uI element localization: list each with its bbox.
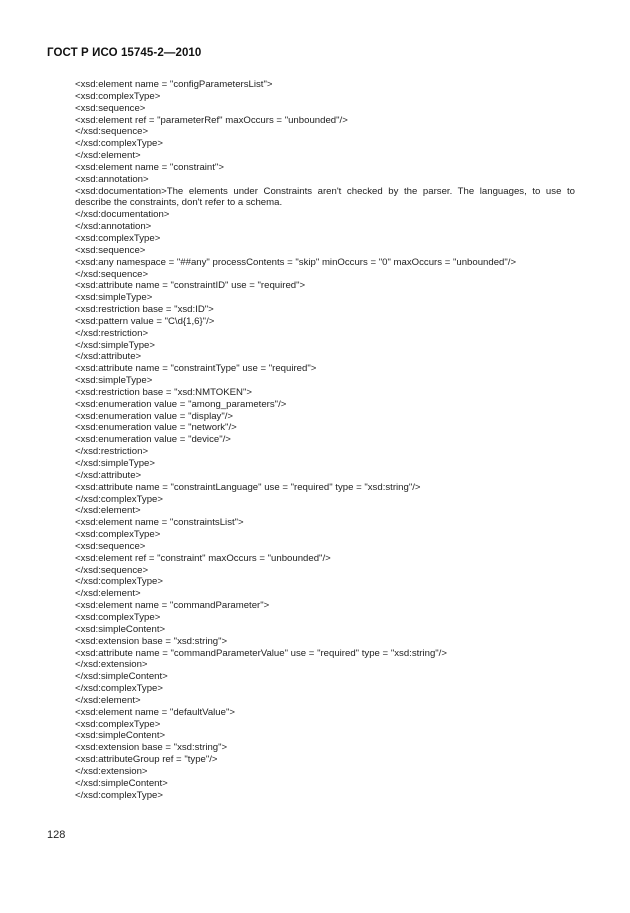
- code-line: <xsd:any namespace = "##any" processContents = "skip" minOccurs = "0" maxOccurs = "unbounded"/>: [75, 256, 517, 268]
- code-line: <xsd:attribute name = "constraintLanguage" use = "required" type = "xsd:string"/>: [75, 481, 421, 493]
- code-line: <xsd:extension base = "xsd:string">: [75, 635, 228, 647]
- code-line: <xsd:attribute name = "commandParameterValue" use = "required" type = "xsd:string"/>: [75, 647, 447, 659]
- code-line: </xsd:sequence>: [75, 126, 149, 138]
- code-line: </xsd:documentation>: [75, 209, 170, 221]
- code-line: <xsd:sequence>: [75, 102, 146, 114]
- code-line: </xsd:sequence>: [75, 268, 149, 280]
- code-line: </xsd:simpleContent>: [75, 777, 168, 789]
- code-line: </xsd:restriction>: [75, 446, 149, 458]
- page-header-title: ГОСТ Р ИСО 15745-2—2010: [47, 47, 202, 59]
- page-number: 128: [47, 829, 66, 841]
- code-line: <xsd:simpleType>: [75, 375, 153, 387]
- code-line: </xsd:complexType>: [75, 576, 163, 588]
- code-line: <xsd:annotation>: [75, 173, 149, 185]
- code-line: <xsd:element name = "defaultValue">: [75, 706, 235, 718]
- code-line: <xsd:enumeration value = "device"/>: [75, 434, 231, 446]
- code-line: <xsd:enumeration value = "network"/>: [75, 422, 237, 434]
- code-line: <xsd:complexType>: [75, 529, 161, 541]
- code-line: <xsd:element name = "configParametersList">: [75, 79, 273, 90]
- code-line: <xsd:attribute name = "constraintID" use = "required">: [75, 280, 306, 292]
- code-line: </xsd:attribute>: [75, 351, 142, 363]
- code-line: </xsd:simpleType>: [75, 339, 155, 351]
- code-line: <xsd:simpleContent>: [75, 623, 166, 635]
- code-line: </xsd:extension>: [75, 659, 148, 671]
- code-line: <xsd:element ref = "constraint" maxOccurs = "unbounded"/>: [75, 552, 331, 564]
- code-line: <xsd:restriction base = "xsd:NMTOKEN">: [75, 386, 252, 398]
- xsd-code-listing: [75, 79, 575, 801]
- code-line: <xsd:element name = "commandParameter">: [75, 600, 270, 612]
- code-line: </xsd:sequence>: [75, 564, 149, 576]
- code-line: <xsd:restriction base = "xsd:ID">: [75, 304, 214, 316]
- code-line: </xsd:simpleContent>: [75, 671, 168, 683]
- code-line: <xsd:complexType>: [75, 718, 161, 730]
- code-line: </xsd:element>: [75, 505, 141, 517]
- code-line: <xsd:simpleType>: [75, 292, 153, 304]
- code-line: </xsd:simpleType>: [75, 458, 155, 469]
- code-line: </xsd:restriction>: [75, 327, 149, 339]
- code-line: </xsd:annotation>: [75, 221, 152, 233]
- code-line: </xsd:element>: [75, 694, 141, 706]
- code-line: </xsd:attribute>: [75, 469, 142, 481]
- code-line: <xsd:complexType>: [75, 232, 161, 244]
- code-line: </xsd:element>: [75, 588, 141, 600]
- code-line: <xsd:element name = "constraintsList">: [75, 517, 244, 529]
- code-line: </xsd:complexType>: [75, 789, 163, 801]
- code-line: <xsd:documentation>The elements under Constraints aren't checked by the parser. The languages, to use to describe the constraints, don't refer to a schema.: [75, 185, 575, 209]
- code-line: <xsd:enumeration value = "display"/>: [75, 410, 234, 422]
- code-line: </xsd:complexType>: [75, 493, 163, 505]
- code-line: <xsd:enumeration value = "among_parameters"/>: [75, 398, 287, 410]
- code-line: </xsd:complexType>: [75, 138, 163, 150]
- code-line: <xsd:sequence>: [75, 540, 146, 552]
- code-line: </xsd:extension>: [75, 765, 148, 777]
- code-line: <xsd:element name = "constraint">: [75, 161, 224, 173]
- code-line: <xsd:element ref = "parameterRef" maxOccurs = "unbounded"/>: [75, 114, 348, 126]
- code-line: <xsd:simpleContent>: [75, 730, 166, 742]
- code-line: </xsd:element>: [75, 150, 141, 162]
- code-line: <xsd:attribute name = "constraintType" use = "required">: [75, 363, 317, 375]
- code-line: <xsd:attributeGroup ref = "type"/>: [75, 754, 218, 766]
- code-line: <xsd:pattern value = "C\d{1,6}"/>: [75, 315, 215, 327]
- code-line: <xsd:complexType>: [75, 90, 161, 102]
- code-line: <xsd:complexType>: [75, 611, 161, 623]
- code-line: </xsd:complexType>: [75, 683, 163, 695]
- code-line: <xsd:sequence>: [75, 244, 146, 256]
- code-line: <xsd:extension base = "xsd:string">: [75, 742, 228, 754]
